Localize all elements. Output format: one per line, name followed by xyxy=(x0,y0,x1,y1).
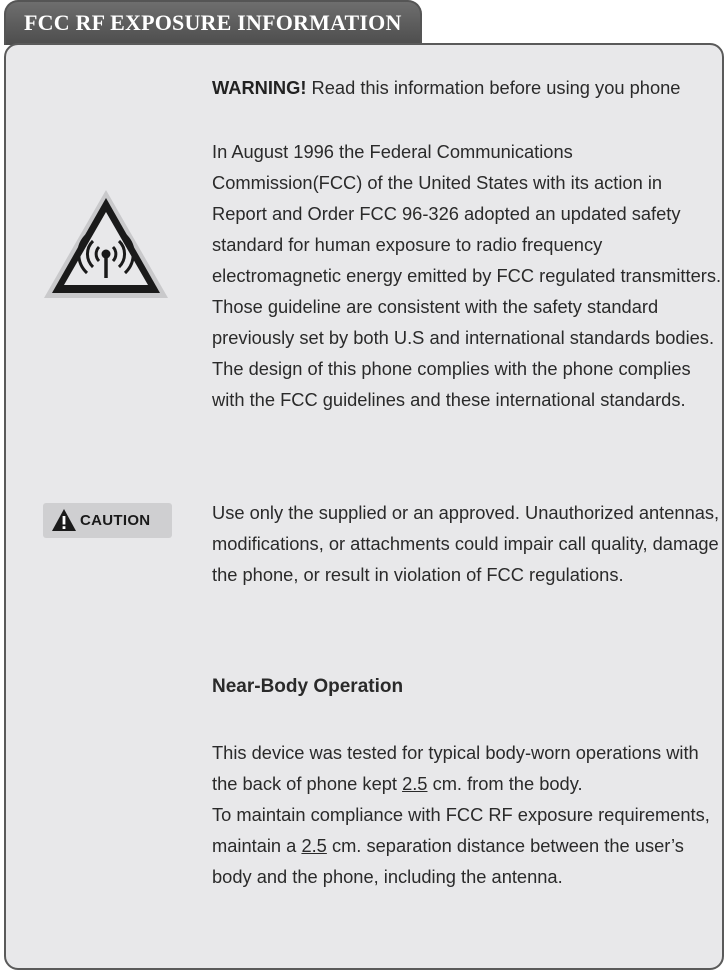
caution-label: CAUTION xyxy=(80,512,151,529)
caution-badge xyxy=(43,503,172,538)
near-body-line1-end: cm. from the body. xyxy=(427,773,583,794)
section-tab xyxy=(4,0,422,45)
rf-radiation-warning-icon xyxy=(42,188,170,300)
section-title: FCC RF EXPOSURE INFORMATION xyxy=(24,10,402,35)
caution-triangle-icon xyxy=(51,508,77,532)
warning-text: Read this information before using you phone xyxy=(306,77,681,98)
near-body-line1-start: This device was tested for typical body-worn operations with the back of phone kept xyxy=(212,742,699,794)
distance-value-2: 2.5 xyxy=(301,835,327,856)
intro-paragraph: In August 1996 the Federal Communications Commission(FCC) of the United States with its action in Report and Order FCC 96-326 adopted an updated safety standard for human exposure to radio frequency electromagnetic energy emitted by FCC regulated transmitters. Those guideline are consistent with the safety standard previously set by both U.S and international standards bodies. The design of this phone complies with the phone complies with the FCC guidelines and these international standards. xyxy=(212,141,722,410)
near-body-line2-start: To maintain compliance with FCC RF exposure requirements, maintain a xyxy=(212,804,710,856)
near-body-paragraph xyxy=(212,737,722,892)
warning-line xyxy=(212,72,722,103)
warning-label: WARNING! xyxy=(212,77,307,98)
near-body-heading: Near-Body Operation xyxy=(212,676,404,697)
distance-value-1: 2.5 xyxy=(402,773,428,794)
caution-paragraph: Use only the supplied or an approved. Unauthorized antennas, modifications, or attachments could impair call quality, damage the phone, or result in violation of FCC regulations. xyxy=(212,502,720,585)
near-body-line2-end: cm. separation distance between the user’s body and the phone, including the antenna. xyxy=(212,835,684,887)
